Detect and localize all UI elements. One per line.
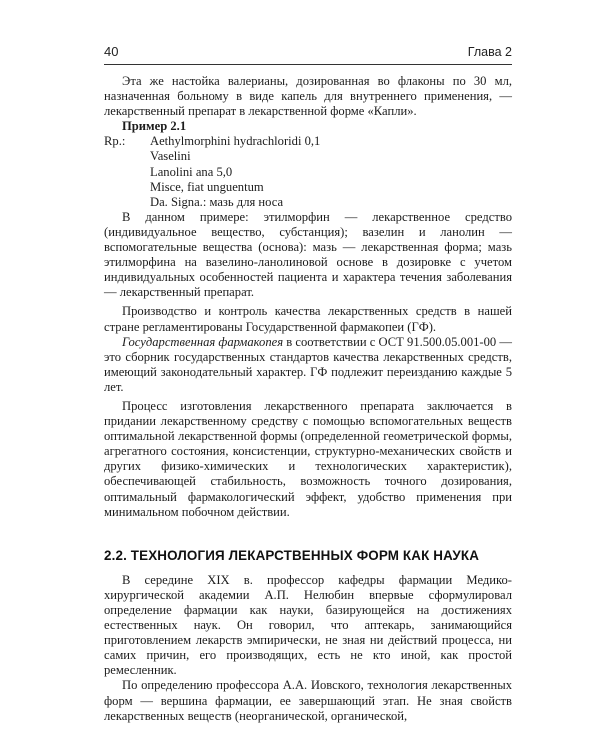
example-title: Пример 2.1 xyxy=(122,119,187,134)
prescription-line-1 xyxy=(104,134,512,149)
explanation-paragraph: В данном примере: этилморфин — лекарственное средство (индивидуальное вещество, субстанция); вазелин и ланолин — вспомогательные вещества (основа): мазь — лекарственная форма; мазь этилморфина на вазелино-ланолиновой основе в дозировке с учетом индивидуальных особенностей пациента и характера течения заболевания — лекарственный препарат. xyxy=(104,209,512,300)
production-paragraph: Производство и контроль качества лекарственных средств в нашей стране регламентированы Государственной фармакопеи (ГФ). xyxy=(104,304,512,334)
section-paragraph-2: По определению профессора А.А. Иовского, технология лекарственных форм — вершина фармации, ее завершающий этап. Не зная свойств лекарственных веществ (неорганической, органической, xyxy=(104,678,512,723)
pharmacopoeia-paragraph xyxy=(104,335,512,395)
prescription-line-3: Lanolini ana 5,0 xyxy=(150,164,233,179)
pharmacopoeia-definition: в соответствии с ОСТ 91.500.05.001-00 — это сборник государственных стандартов качества лекарственных средств, имеющий законодательный характер. ГФ подлежит переизданию каждые 5 лет. xyxy=(104,334,512,394)
page-number: 40 xyxy=(104,44,119,59)
body-text xyxy=(104,74,512,724)
running-head xyxy=(104,44,512,65)
book-page xyxy=(104,44,512,724)
prescription-line-2: Vaselini xyxy=(150,149,191,164)
section-paragraph-1: В середине XIX в. профессор кафедры фармации Медико-хирургической академии А.П. Нелюбин впервые сформулировал определение фармации как науки, базирующейся на достижениях естественных наук. Он говорил, что аптекарь, занимающийся приготовлением лекарств эмпирически, не зная ни действий процесса, ни самих причин, его производящих, есть не кто иной, как простой ремесленник. xyxy=(104,572,512,678)
prescription-ingredient: Aethylmorphini hydrachloridi 0,1 xyxy=(150,134,321,149)
pharmacopoeia-term: Государственная фармакопея xyxy=(122,334,284,349)
chapter-label: Глава 2 xyxy=(467,45,512,59)
intro-paragraph: Эта же настойка валерианы, дозированная во флаконы по 30 мл, назначенная больному в виде капель для внутреннего применения, — лекарственный препарат в лекарственной форме «Капли». xyxy=(104,74,512,119)
section-heading: 2.2. ТЕХНОЛОГИЯ ЛЕКАРСТВЕННЫХ ФОРМ КАК НАУКА xyxy=(104,547,480,563)
process-paragraph: Процесс изготовления лекарственного препарата заключается в придании лекарственному средству с помощью вспомогательных веществ оптимальной лекарственной формы (определенной геометрической формы, агрегатного состояния, консистенции, структурно-механических свойств и других физико-химических и технологических характеристик), обеспечивающей стабильность, возможность точного дозирования, оптимальный фармакологический эффект, удобство применения при минимальном побочном действии. xyxy=(104,398,512,519)
rx-label: Rp.: xyxy=(104,134,126,149)
prescription-line-4: Misce, fiat unguentum xyxy=(150,179,264,194)
prescription-line-5: Da. Signa.: мазь для носа xyxy=(150,194,284,209)
